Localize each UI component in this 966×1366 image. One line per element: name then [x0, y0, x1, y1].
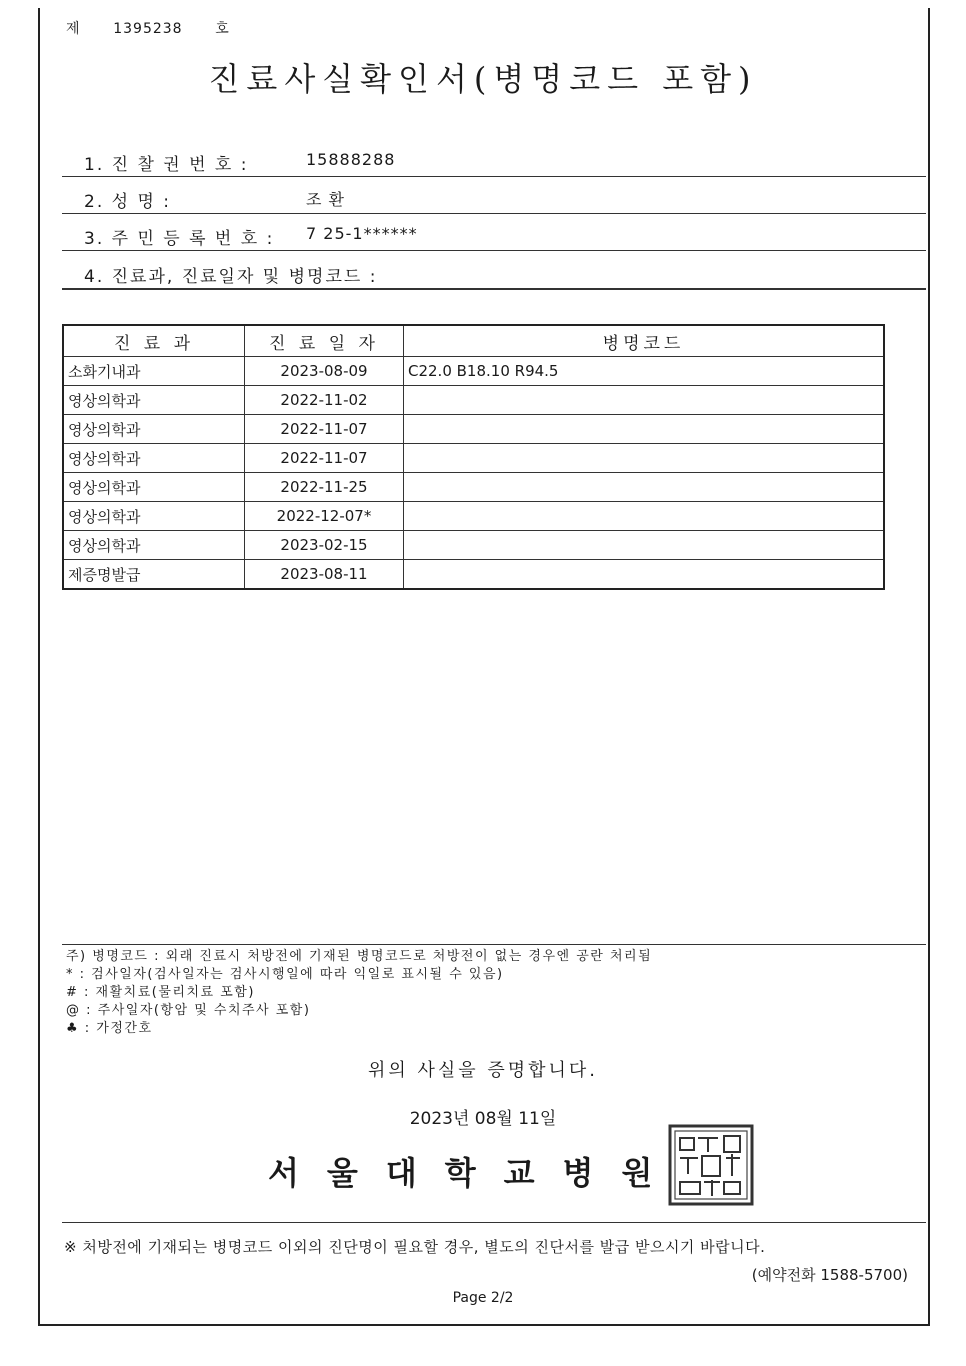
- info-label: 2. 성 명 :: [84, 192, 172, 212]
- info-row-name: [62, 177, 926, 214]
- note-line: ♣ : 가정간호: [66, 1021, 153, 1036]
- cell-disease-code: [404, 473, 885, 502]
- cell-date: 2022-11-07: [245, 444, 404, 473]
- document-number: [66, 18, 230, 38]
- cell-date: 2023-02-15: [245, 531, 404, 560]
- certification-statement: 위의 사실을 증명합니다.: [367, 1060, 599, 1081]
- cell-department: 영상의학과: [63, 502, 245, 531]
- hospital-name: 서울대학교병원: [268, 1154, 681, 1192]
- cell-department: 영상의학과: [63, 444, 245, 473]
- records-table: [62, 324, 885, 590]
- cell-date: 2022-11-02: [245, 386, 404, 415]
- cell-disease-code: [404, 531, 885, 560]
- cell-disease-code: [404, 386, 885, 415]
- note-line: * : 검사일자(검사일자는 검사시행일에 따라 익일로 표시될 수 있음): [66, 967, 504, 982]
- cell-disease-code: [404, 502, 885, 531]
- cell-department: 소화기내과: [63, 357, 245, 386]
- table-row: [63, 531, 884, 560]
- cell-disease-code: [404, 444, 885, 473]
- notes-divider: [62, 944, 926, 945]
- table-row: [63, 357, 884, 386]
- header-disease-code: 병명코드: [404, 325, 885, 357]
- document-number-value: 1395238: [113, 21, 183, 37]
- cell-disease-code: [404, 560, 885, 590]
- notes-section: [66, 948, 652, 1038]
- header-date: 진 료 일 자: [245, 325, 404, 357]
- table-header-row: [63, 325, 884, 357]
- footer-divider: [62, 1222, 926, 1223]
- info-label: 4. 진료과, 진료일자 및 병명코드 :: [84, 267, 378, 287]
- table-row: [63, 502, 884, 531]
- cell-department: 영상의학과: [63, 473, 245, 502]
- reservation-phone: (예약전화 1588-5700): [751, 1266, 908, 1284]
- cell-department: 제증명발급: [63, 560, 245, 590]
- info-row-chart-number: [62, 140, 926, 177]
- info-value: 15888288: [306, 150, 396, 169]
- table-row: [63, 444, 884, 473]
- cell-department: 영상의학과: [63, 386, 245, 415]
- cell-date: 2023-08-09: [245, 357, 404, 386]
- note-line: # : 재활치료(물리치료 포함): [66, 985, 255, 1000]
- cell-disease-code: C22.0 B18.10 R94.5: [404, 357, 885, 386]
- table-row: [63, 415, 884, 444]
- note-line: @ : 주사일자(항암 및 수치주사 포함): [66, 1003, 311, 1018]
- info-label: 1. 진 찰 권 번 호 :: [84, 155, 249, 175]
- issue-date: 2023년 08월 11일: [409, 1109, 557, 1129]
- note-line: 주) 병명코드 : 외래 진료시 처방전에 기재된 병명코드로 처방전이 없는 경우엔 공란 처리됨: [66, 949, 653, 964]
- info-value: 조 환: [306, 190, 345, 209]
- table-row: [63, 560, 884, 590]
- info-value: 7 25-1******: [306, 224, 418, 243]
- page-number: Page 2/2: [452, 1290, 514, 1306]
- info-label: 3. 주 민 등 록 번 호 :: [84, 229, 275, 249]
- cell-disease-code: [404, 415, 885, 444]
- document-number-prefix: 제: [66, 21, 81, 37]
- info-row-resident-number: [62, 214, 926, 251]
- hospital-seal-stamp: [668, 1124, 754, 1206]
- cell-department: 영상의학과: [63, 531, 245, 560]
- cell-date: 2023-08-11: [245, 560, 404, 590]
- document-title: 진료사실확인서(병명코드 포함): [208, 60, 758, 98]
- table-row: [63, 473, 884, 502]
- cell-date: 2022-11-25: [245, 473, 404, 502]
- table-row: [63, 386, 884, 415]
- info-row-records-heading: [62, 252, 926, 290]
- cell-date: 2022-12-07*: [245, 502, 404, 531]
- document-number-suffix: 호: [215, 21, 230, 37]
- header-department: 진 료 과: [63, 325, 245, 357]
- cell-department: 영상의학과: [63, 415, 245, 444]
- footnote: ※ 처방전에 기재되는 병명코드 이외의 진단명이 필요할 경우, 별도의 진단서를 발급 받으시기 바랍니다.: [64, 1238, 766, 1256]
- cell-date: 2022-11-07: [245, 415, 404, 444]
